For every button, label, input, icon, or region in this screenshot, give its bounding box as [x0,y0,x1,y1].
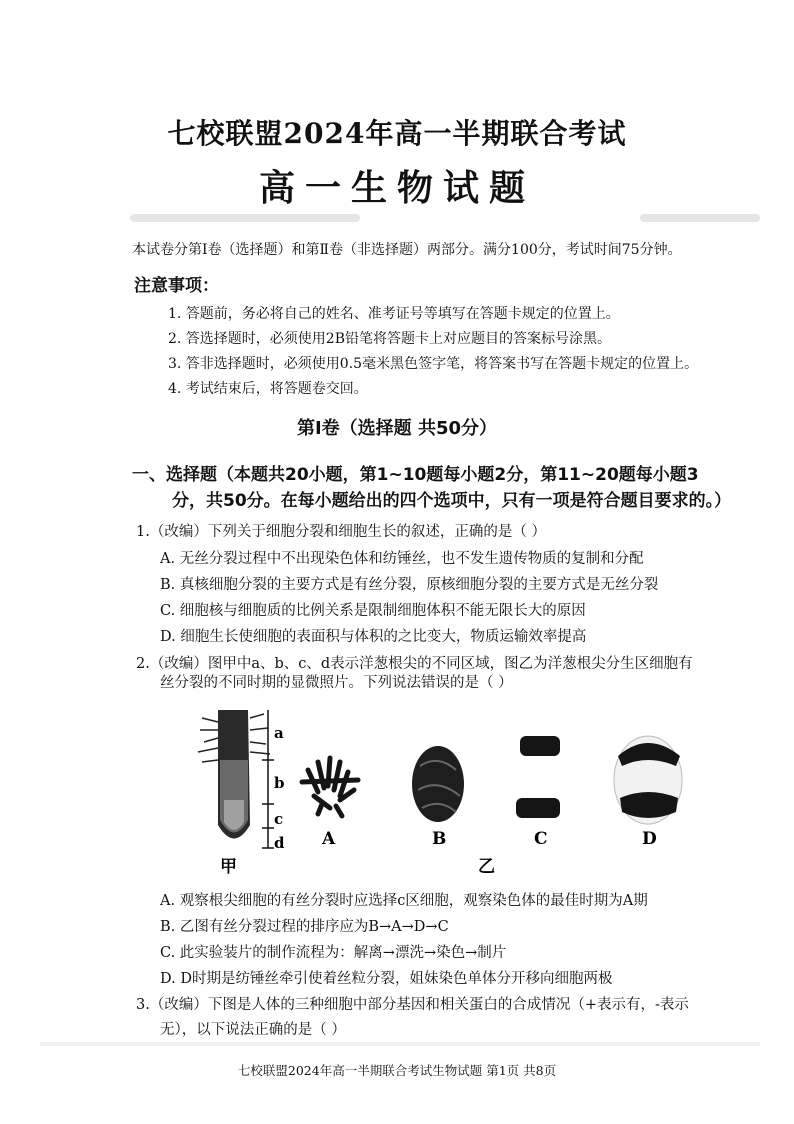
part-instruction-line2: 分，共50分。在每小题给出的四个选项中，只有一项是符合题目要求的。） [172,491,732,511]
panel-label-c: C [534,829,548,849]
question-1-stem: 1.（改编）下列关于细胞分裂和细胞生长的叙述，正确的是（ ） [136,524,546,540]
notice-item: 3. 答非选择题时，必须使用0.5毫米黑色签字笔，将答案书写在答题卡规定的位置上。 [168,356,699,372]
micrograph-c [516,736,560,818]
onion-root-mitosis-figure [190,700,710,880]
question-1-option-c: C. 细胞核与细胞质的比例关系是限制细胞体积不能无限长大的原因 [160,603,586,619]
scan-smudge-left [130,214,360,222]
figure-caption-jia: 甲 [220,857,237,877]
notice-item: 2. 答选择题时，必须使用2B铅笔将答题卡上对应题目的答案标号涂黑。 [168,331,612,347]
root-tip-diagram [198,710,274,848]
question-3-stem-line1: 3.（改编）下图是人体的三种细胞中部分基因和相关蛋白的合成情况（+表示有，-表示 [136,997,689,1013]
scan-smudge-bottom [40,1042,760,1046]
notice-title: 注意事项： [134,276,219,296]
root-zone-label-d: d [274,834,285,852]
exam-subtitle: 高一生物试题 [258,168,535,209]
question-2-option-a: A. 观察根尖细胞的有丝分裂时应选择c区细胞，观察染色体的最佳时期为A期 [160,893,648,909]
question-1-option-a: A. 无丝分裂过程中不出现染色体和纺锤丝，也不发生遗传物质的复制和分配 [160,551,644,567]
panel-label-d: D [642,829,657,849]
micrograph-d [614,736,682,824]
micrograph-a [302,758,358,816]
panel-label-b: B [432,829,447,849]
question-2-option-b: B. 乙图有丝分裂过程的排序应为B→A→D→C [160,919,449,935]
exam-title: 七校联盟2024年高一半期联合考试 [167,117,627,150]
page-footer: 七校联盟2024年高一半期联合考试生物试题 第1页 共8页 [237,1063,557,1078]
question-3-stem-line2: 无），以下说法正确的是（ ） [160,1022,346,1038]
question-2-stem-line2: 丝分裂的不同时期的显微照片。下列说法错误的是（ ） [160,675,513,691]
question-1-option-b: B. 真核细胞分裂的主要方式是有丝分裂，原核细胞分裂的主要方式是无丝分裂 [160,577,659,593]
question-1-option-d: D. 细胞生长使细胞的表面积与体积的之比变大，物质运输效率提高 [160,629,587,645]
root-zone-label-c: c [274,810,284,828]
exam-intro: 本试卷分第Ⅰ卷（选择题）和第Ⅱ卷（非选择题）两部分。满分100分，考试时间75分钟。 [132,242,682,258]
notice-item: 4. 考试结束后，将答题卷交回。 [168,381,368,397]
notice-item: 1. 答题前，务必将自己的姓名、准考证号等填写在答题卡规定的位置上。 [168,306,620,322]
section-title: 第Ⅰ卷（选择题 共50分） [296,418,497,439]
micrograph-b [412,746,464,822]
root-zone-label-a: a [274,724,284,742]
panel-label-a: A [322,829,336,849]
question-2-option-d: D. D时期是纺锤丝牵引使着丝粒分裂，姐妹染色单体分开移向细胞两极 [160,971,613,987]
root-zone-label-b: b [274,774,285,792]
figure-caption-yi: 乙 [478,857,495,877]
question-2-stem-line1: 2.（改编）图甲中a、b、c、d表示洋葱根尖的不同区域，图乙为洋葱根尖分生区细胞有 [136,656,693,672]
scan-smudge-right [640,214,760,222]
part-instruction-line1: 一、选择题（本题共20小题，第1~10题每小题2分，第11~20题每小题3 [132,465,699,485]
question-2-option-c: C. 此实验装片的制作流程为：解离→漂洗→染色→制片 [160,945,507,961]
